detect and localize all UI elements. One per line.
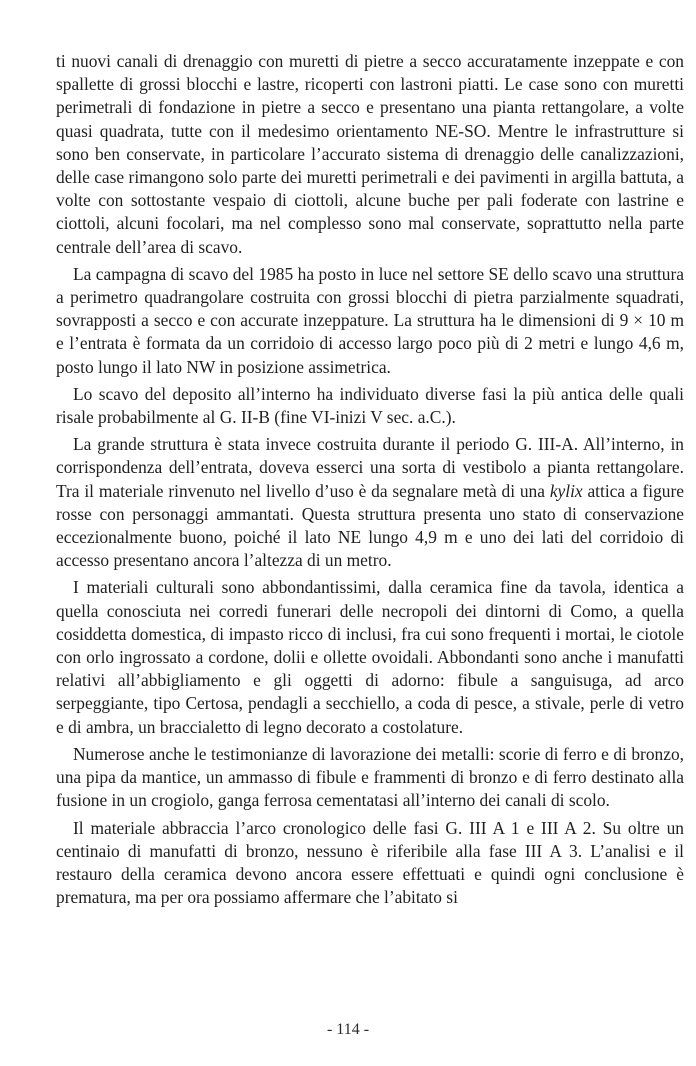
paragraph-metalworking xyxy=(56,743,684,813)
page-body xyxy=(56,50,684,913)
paragraph-chronology xyxy=(56,817,684,910)
paragraph-text: Il materiale abbraccia l’arco cronologico delle fasi G. III A 1 e III A 2. Su oltre un centinaio di manufatti di bronzo, nessuno è riferibile alla fase III A 3. L’analisi e il restauro della ceramica devono ancora essere effettuati e quindi ogni conclusione è prematura, ma per ora possiamo affermare che l’abitato si xyxy=(56,817,684,908)
page-number: - 114 - xyxy=(326,1021,370,1038)
paragraph-text: ti nuovi canali di drenaggio con muretti di pietre a secco accuratamente inzeppate e con spallette di grossi blocchi e lastre, ricoperti con lastroni piatti. Le case sono con muretti perimetrali di fondazione in pietre a secco e presentano una pianta rettangolare, a volte quasi quadrata, tutte con il medesimo orientamento NE-SO. Mentre le infrastrutture si sono ben conservate, in particolare l’accurato sistema di drenaggio delle canalizzazioni, delle case rimangono solo parte dei muretti perimetrali e dei pavimenti in argilla battuta, a volte con sottostante vespaio di ciottoli, alcune buche per pali foderate con lastrine e ciottoli, alcuni focolari, ma nel complesso sono mal conservate, soprattutto nella parte centrale dell’area di scavo. xyxy=(56,51,684,257)
paragraph-drainage-houses xyxy=(56,50,684,259)
paragraph-text: attica a figure rosse con personaggi ammantati. Questa struttura presenta uno stato di conservazione eccezionalmente buono, poiché il lato NE lungo 4,9 m e uno dei lati del corridoio di accesso presentano ancora l’altezza di un metro. xyxy=(56,480,685,571)
paragraph-text: Lo scavo del deposito all’interno ha individuato diverse fasi la più antica delle quali risale probabilmente al G. II-B (fine VI-inizi V sec. a.C.). xyxy=(56,383,684,428)
paragraph-text: I materiali culturali sono abbondantissimi, dalla ceramica fine da tavola, identica a quella conosciuta nei corredi funerari delle necropoli dei dintorni di Como, a quella cosiddetta domestica, di impasto ricco di inclusi, fra cui sono frequenti i mortai, le ciotole con orlo ingrossato a cordone, dolii e ollette ovoidali. Abbondanti sono anche i manufatti relativi all’abbigliamento e gli oggetti di adorno: fibule a sanguisuga, ad arco serpeggiante, tipo Certosa, pendagli a secchiello, a coda di pesce, a stivale, perle di vetro e di ambra, un braccialetto di legno decorato a costolature. xyxy=(56,577,684,737)
paragraph-deposit-phases xyxy=(56,383,684,429)
paragraph-1985-campaign xyxy=(56,263,684,379)
italic-term: kylix xyxy=(549,480,583,501)
paragraph-great-structure xyxy=(56,433,684,572)
paragraph-text: Numerose anche le testimonianze di lavorazione dei metalli: scorie di ferro e di bronzo, una pipa da mantice, un ammasso di fibule e frammenti di bronzo e di ferro destinato alla fusione in un crogiolo, ganga ferrosa cementatasi all’interno dei canali di scolo. xyxy=(56,743,684,811)
paragraph-cultural-materials xyxy=(56,576,684,738)
paragraph-text: La grande struttura è stata invece costruita durante il periodo G. III-A. All’interno, in corrispondenza dell’entrata, doveva esserci una sorta di vestibolo a pianta rettangolare. Tra il materiale rinvenuto nel livello d’uso è da segnalare metà di una xyxy=(56,434,684,501)
paragraph-text: La campagna di scavo del 1985 ha posto in luce nel settore SE dello scavo una struttura a perimetro quadrangolare costruita con grossi blocchi di pietra parzialmente squadrati, sovrapposti a secco e con accurate inzeppature. La struttura ha le dimensioni di 9 × 10 m e l’entrata è formata da un corridoio di accesso largo poco più di 2 metri e lungo 4,6 m, posto lungo il lato NW in posizione assimetrica. xyxy=(56,263,684,377)
